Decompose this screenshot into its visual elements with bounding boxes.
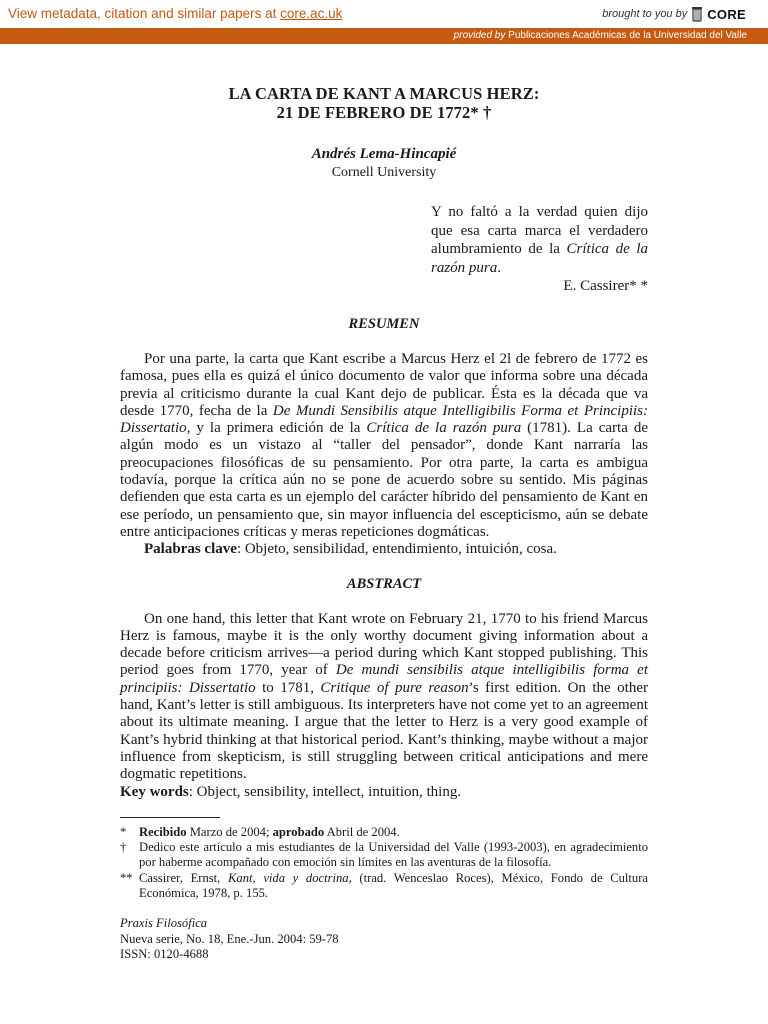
abstract-italic-2: Critique of pure reason [320,679,469,696]
resumen-body [120,351,648,559]
resumen-italic-2: Crítica de la razón pura [366,420,522,437]
abstract-text-c: ’s first edition. On the other hand, Kant’s letter is still ambiguous. Its interpreters have not come yet to an agreement about its ultimate meaning. I argue that the letter to Herz is a very good example of Kant’s hybrid thinking at that historical period. Kant’s thinking, maybe without a major influence from skepticism, is still struggling between critical anticipations and mere dogmatic repetitions. [120,679,648,783]
resumen-keywords [120,541,648,558]
brought-by-text: brought to you by [602,8,688,20]
resumen-text-c: (1781). La carta de algún modo es un vistazo al “taller del pensador”, donde Kant narraría las preocupaciones filosóficas de su pensamiento. Por otra parte, la carta es ambigua todavía, porque la crítica aún no se pone de acuerdo sobre su sentido. Mis páginas defienden que esta carta es un ejemplo del carácter híbrido del pensamiento de Kant en ese período, un pensamiento que, sin mayor influencia del escepticismo, aún se debate entre anticipaciones críticas y meras repeticiones dogmáticas. [120,420,648,540]
epigraph-italic: Crítica de la razón pura [431,241,648,276]
title-line-2: 21 DE FEBRERO DE 1772 [276,103,471,122]
citation-author: Cassirer, Ernst, [139,870,228,885]
title-footnote-marks: * † [470,103,492,122]
provider-link[interactable]: Publicaciones Académicas de la Universidad del Valle [508,30,747,41]
title-line-1: LA CARTA DE KANT A MARCUS HERZ: [228,84,540,103]
epigraph [431,203,648,296]
abstract-italic-1: De mundi sensibilis atque intelligibilis forma et principiis: Dissertatio [120,662,648,696]
resumen-italic-1: De Mundi Sensibilis atque Intelligibilis Forma et Principiis: Dissertatio [120,402,648,437]
author-affiliation: Cornell University [331,165,437,180]
article-title [120,84,648,122]
abstract-heading: ABSTRACT [346,575,422,592]
dedication-text: Dedico este artículo a mis estudiantes de la Universidad del Valle (1993-2003), en agradecimiento por haberme acompañado con emoción sin límites en las aventuras de la filosofía. [139,840,648,870]
abstract-text-a: On one hand, this letter that Kant wrote on February 21, 1770 to his friend Marcus Herz is famous, maybe it is the only worthy document giving information about a decade before criticism arrives—a period during which Kant stopped publishing. This period goes from 1770, year of [120,610,648,679]
footnote-dedication [120,840,648,871]
journal-issue: Nueva serie, No. 18, Ene.-Jun. 2004: 59-78 [120,931,339,946]
provided-by-bar [0,28,768,44]
epigraph-text: Y no faltó a la verdad quien dijo que esa carta marca el verdadero alumbramiento de la [431,204,648,258]
abstract-paragraph [120,611,648,784]
journal-issn: ISSN: 0120-4688 [120,946,209,961]
epigraph-signature [431,277,648,296]
resumen-text-a: Por una parte, la carta que Kant escribe a Marcus Herz el 2l de febrero de 1772 es famosa, pues ella es quizá el único documento de valor que informa sobre una década previa al criticismo durante la cual Kant dejo de publicar. Ésta es la década que va desde 1770, fecha de la [120,350,648,419]
signature-marks: * * [629,278,648,295]
footnote-rule [120,817,220,818]
keywords-label-en: Key words [120,783,189,800]
footnote-received [120,825,648,840]
keywords-label-es: Palabras clave [144,541,237,558]
core-ac-uk-link[interactable]: core.ac.uk [280,6,343,21]
footnotes [120,825,648,901]
resumen-heading: RESUMEN [348,315,420,332]
approved-date: Abril de 2004. [324,824,400,839]
core-label: CORE [707,6,746,22]
citation-title: Kant, vida y doctrina [228,870,349,885]
keywords-text-es: : Objeto, sensibilidad, entendimiento, intuición, cosa. [236,541,557,558]
epigraph-end: . [497,259,502,276]
core-link-prefix: View metadata, citation and similar papers at [8,6,281,21]
approved-label: aprobado [272,824,325,839]
footnote-mark: * [120,824,127,839]
author-name: Andrés Lema-Hincapié [311,146,457,162]
signature-name: E. Cassirer [563,278,630,295]
core-metadata-link-line [8,6,342,21]
keywords-text-en: : Object, sensibility, intellect, intuition, thing. [188,783,462,800]
abstract-body [120,611,648,801]
abstract-keywords [120,784,648,801]
journal-info [120,916,648,962]
received-date: Marzo de 2004; [186,824,273,839]
citation-details: , (trad. Wenceslao Roces), México, Fondo de Cultura Económica, 1978, p. 155. [139,870,648,900]
abstract-text-b: to 1781, [255,679,321,696]
footnote-cassirer [120,871,648,902]
provided-by-label: provided by [453,30,506,41]
journal-name: Praxis Filosófica [120,916,208,931]
received-label: Recibido [139,824,187,839]
footnote-mark: ** [120,870,133,885]
core-brought-by[interactable] [602,6,746,22]
core-banner [0,0,768,29]
resumen-paragraph [120,351,648,541]
core-logo-icon [691,6,703,22]
article-page [120,84,648,962]
footnote-mark: † [120,840,127,855]
resumen-text-b: , y la primera edición de la [186,420,367,437]
